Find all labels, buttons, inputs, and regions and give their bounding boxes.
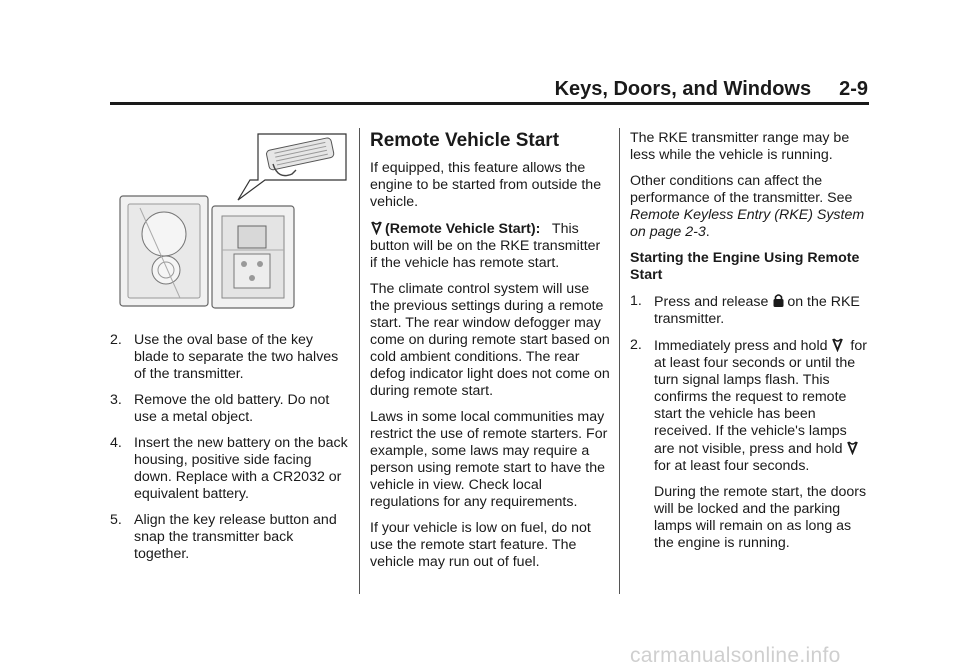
column-1 [110, 130, 350, 572]
page-number: 2-9 [839, 78, 868, 100]
remote-start-icon [831, 337, 844, 352]
page-header [0, 78, 868, 101]
list-item: 4. Insert the new battery on the back housing, positive side facing down. Replace with a CR2032 or equivalent battery. [110, 435, 348, 502]
list-item: 2. Use the oval base of the key blade to separate the two halves of the transmitter. [110, 332, 339, 382]
lock-icon [772, 293, 785, 308]
conditions-paragraph: Other conditions can affect the performance of the transmitter. See Remote Keyless Entry (RKE) System on page 2-3. [630, 173, 865, 240]
watermark: carmanualsonline.info [630, 644, 841, 667]
remote-start-icon [846, 440, 859, 455]
remote-start-icon [370, 220, 383, 235]
transmitter-illustration [110, 130, 350, 312]
list-item: 5. Align the key release button and snap the transmitter back together. [110, 512, 337, 562]
range-paragraph: The RKE transmitter range may be less while the vehicle is running. [630, 130, 850, 163]
cross-reference: Remote Keyless Entry (RKE) System on page 2-3 [630, 207, 865, 240]
climate-paragraph: The climate control system will use the previous settings during a remote start. The rear window defogger may come on during remote start based on cold ambient conditions. The rear defog indicator light does not come on during remote start. [370, 281, 610, 399]
section-heading: Remote Vehicle Start [370, 130, 560, 151]
column-divider-2 [619, 128, 620, 594]
step-note: During the remote start, the doors will be locked and the parking lamps will remain on as long as the engine is running. [654, 484, 867, 551]
intro-paragraph: If equipped, this feature allows the engine to be started from outside the vehicle. [370, 160, 602, 210]
subheading: Starting the Engine Using Remote Start [630, 250, 860, 283]
header-rule [110, 102, 869, 105]
step-item: 1. Press and release on the RKE transmitter. [630, 293, 860, 327]
column-3 [630, 130, 870, 561]
step-item: 2. Immediately press and hold for at least four seconds or until the turn signal lamps flash. This confirms the request to remote start the vehicle has been received. If the vehicle's lamps are not visible, press and hold for at least four seconds. [630, 337, 867, 474]
transmitter-drawing [110, 130, 350, 312]
list-item: 3. Remove the old battery. Do not use a metal object. [110, 392, 330, 425]
laws-paragraph: Laws in some local communities may restrict the use of remote starters. For example, some laws may require a person using remote start to have the vehicle in view. Check local regulations for any requirements. [370, 409, 608, 510]
column-divider-1 [359, 128, 360, 594]
column-2 [370, 130, 610, 580]
fuel-paragraph: If your vehicle is low on fuel, do not use the remote start feature. The vehicle may run out of fuel. [370, 520, 591, 570]
section-title: Keys, Doors, and Windows [554, 78, 812, 100]
rvs-paragraph: (Remote Vehicle Start): This button will be on the RKE transmitter if the vehicle has remote start. [370, 221, 601, 271]
